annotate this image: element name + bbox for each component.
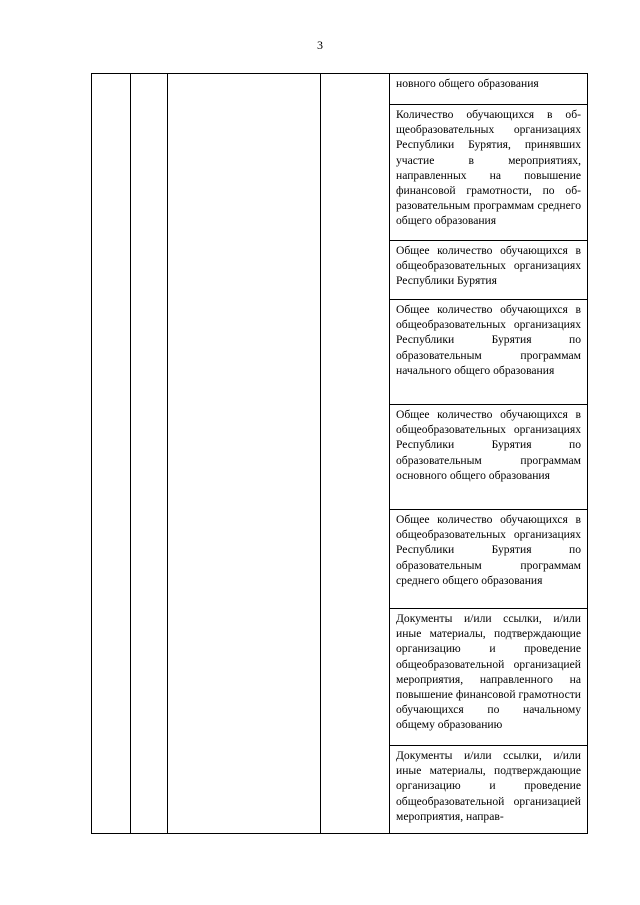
- table-cell: [390, 510, 587, 609]
- table-cell: [390, 746, 587, 833]
- page-number: 3: [317, 38, 323, 52]
- cell-text: Документы и/или ссылки, и/или иные материалы, подтверждающие организацию и проведение общеобразовательной организацией мероприятия, направленного на повышение финансовой грамотности обучающихся по начальному общему образованию: [396, 612, 581, 732]
- cell-text: Общее количество обучающихся в общеобразовательных организациях Республики Бурятия по образовательным программам основного общего образования: [396, 408, 581, 482]
- cell-text: Документы и/или ссылки, и/или иные материалы, подтверждающие организацию и проведение общеобразовательной организацией мероприятия, направ-: [396, 749, 581, 823]
- table-cell: [390, 300, 587, 405]
- table-cell: [390, 105, 587, 241]
- cell-text: Общее количество обучающихся в общеобразовательных организациях Республики Бурятия по образовательным программам начального общего образования: [396, 303, 581, 377]
- column-divider: [320, 74, 321, 833]
- table-cell: [390, 74, 587, 105]
- indicator-table: [91, 73, 588, 834]
- table-cell: [390, 241, 587, 300]
- table-cell: [390, 405, 587, 510]
- column-divider: [167, 74, 168, 833]
- cell-text: Количество обучающихся в общеобразовательных организациях Республики Бурятия, принявших участие в мероприятиях, направленных на повышение финансовой грамотности, по образовательным программам среднего общего образования: [396, 108, 581, 228]
- cell-text: новного общего образования: [396, 77, 539, 90]
- cell-text: Общее количество обучающихся в общеобразовательных организациях Республики Бурятия по образовательным программам среднего общего образования: [396, 513, 581, 587]
- table-cell: [390, 609, 587, 746]
- column-divider: [130, 74, 131, 833]
- cell-text: Общее количество обучающихся в общеобразовательных организациях Республики Бурятия: [396, 244, 581, 288]
